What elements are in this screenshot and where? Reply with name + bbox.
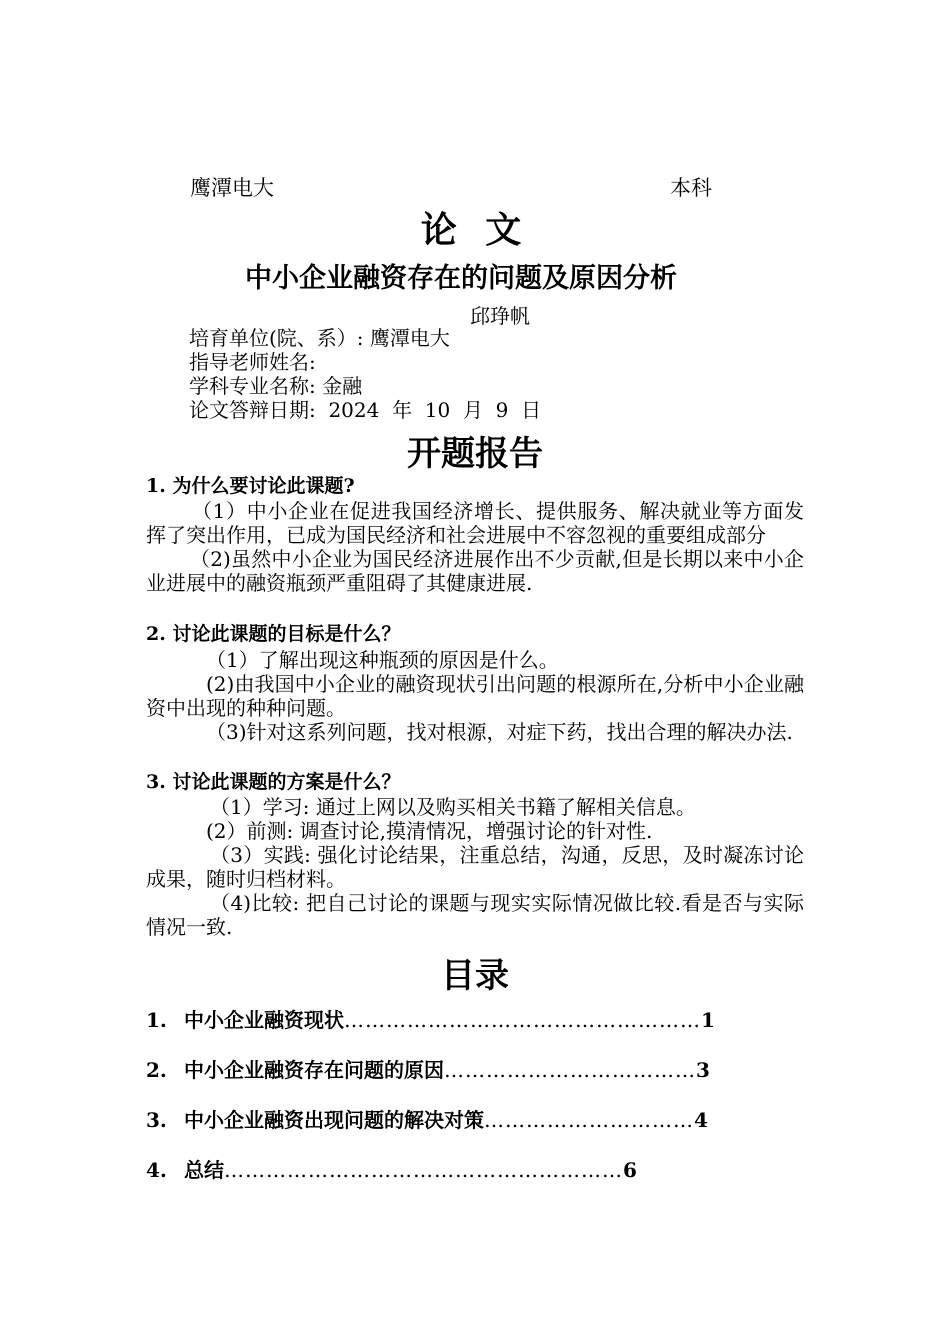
report-title: 开题报告 (407, 434, 543, 474)
thesis-title: 中小企业融资存在的问题及原因分析 (245, 263, 677, 294)
meta-unit: 培育单位(院、系）: 鹰潭电大 (189, 326, 450, 350)
header-degree: 本科 (670, 176, 712, 200)
toc-leader: ………………………… (484, 1108, 694, 1132)
paragraph: （1）学习: 通过上网以及购买相关书籍了解相关信息。 (210, 795, 696, 819)
header-school: 鹰潭电大 (190, 176, 274, 200)
toc-entry-1[interactable] (146, 1006, 715, 1034)
section-heading-1: 1. 为什么要讨论此课题? (146, 475, 355, 497)
toc-page-number: 4 (694, 1108, 708, 1132)
toc-page-number: 1 (701, 1008, 715, 1032)
paragraph: （1）中小企业在促进我国经济增长、提供服务、解决就业等方面发挥了突出作用，已成为国民经济和社会进展中不容忽视的重要组成部分 (146, 499, 804, 547)
paragraph: (2）前测: 调查讨论,摸清情况，增强讨论的针对性. (206, 819, 653, 843)
meta-advisor: 指导老师姓名: (189, 350, 316, 374)
section-1-body (146, 499, 804, 595)
meta-major: 学科专业名称: 金融 (189, 374, 363, 398)
paragraph: （2)虽然中小企业为国民经济进展作出不少贡献,但是长期以来中小企业进展中的融资瓶颈严重阻碍了其健康进展. (146, 547, 804, 595)
toc-entry-4[interactable] (146, 1156, 637, 1184)
document-type: 论 文 (420, 209, 530, 251)
toc-entry-title: 中小企业融资存在问题的原因 (184, 1058, 444, 1082)
toc-entry-3[interactable] (146, 1106, 708, 1134)
toc-number: 2. (146, 1058, 167, 1082)
author-name: 邱琤帆 (470, 304, 530, 328)
paragraph: （1）了解出现这种瓶颈的原因是什么。 (206, 648, 559, 672)
section-3-body (146, 795, 804, 939)
toc-leader: ……………………………… (444, 1058, 696, 1082)
toc-leader: …………………………………………… (344, 1008, 701, 1032)
paragraph: （4)比较: 把自己讨论的课题与现实实际情况做比较.看是否与实际情况一致. (146, 891, 804, 939)
toc-leader: ………………………………………………… (224, 1158, 623, 1182)
section-heading-2: 2. 讨论此课题的目标是什么？ (146, 623, 401, 645)
toc-title: 目录 (441, 956, 509, 996)
section-heading-3: 3. 讨论此课题的方案是什么？ (146, 771, 401, 793)
paragraph: （3）实践: 强化讨论结果，注重总结，沟通，反思，及时凝冻讨论成果，随时归档材料。 (146, 843, 804, 891)
toc-number: 1. (146, 1008, 167, 1032)
meta-block (189, 326, 541, 422)
toc-entry-title: 中小企业融资出现问题的解决对策 (184, 1108, 484, 1132)
toc-number: 4. (146, 1158, 167, 1182)
toc-page-number: 6 (623, 1158, 637, 1182)
toc-entry-2[interactable] (146, 1056, 710, 1084)
section-2-body (146, 648, 804, 744)
toc-number: 3. (146, 1108, 167, 1132)
paragraph: （3)针对这系列问题，找对根源，对症下药，找出合理的解决办法. (206, 720, 793, 744)
toc-entry-title: 中小企业融资现状 (184, 1008, 344, 1032)
toc-entry-title: 总结 (184, 1158, 224, 1182)
meta-defense-date: 论文答辩日期: 2024 年 10 月 9 日 (189, 398, 542, 422)
toc-page-number: 3 (696, 1058, 710, 1082)
paragraph: (2)由我国中小企业的融资现状引出问题的根源所在,分析中小企业融资中出现的种种问题。 (146, 672, 804, 720)
